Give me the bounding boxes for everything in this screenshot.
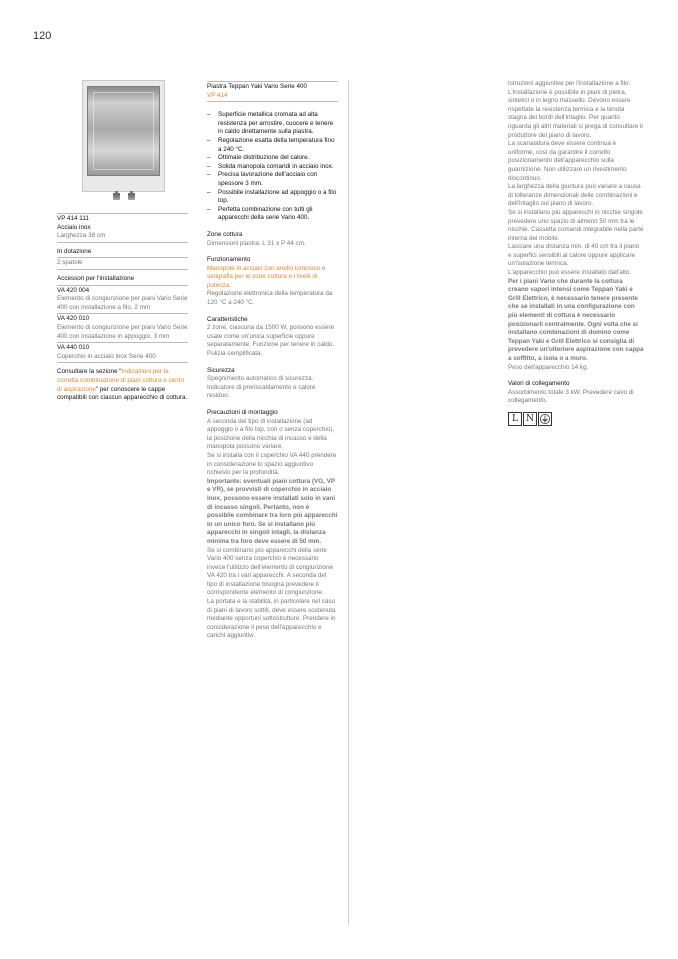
section-text: Dimensioni piastra: L 31 x P 44 cm. bbox=[207, 239, 306, 247]
description-column bbox=[207, 80, 338, 641]
consult-post: ” per conoscere le cappe compatibili con ciascun apparecchio di cottura. bbox=[57, 385, 188, 402]
product-column bbox=[57, 80, 188, 403]
accessory-code: VA 420 010 bbox=[57, 315, 90, 323]
accessory-desc: Coperchio in acciaio inox Serie 400 bbox=[57, 352, 156, 360]
product-code: VP 414 bbox=[207, 91, 228, 99]
list-item: – Possibile installazione ad appoggio o a filo top. bbox=[207, 189, 338, 206]
important-note: Per i piani Vario che durante la cottura creano vapori intensi come Teppan Yaki e Grill Elettrico, è necessario tenere presente che se installati in una configurazione con più elementi di cottura è necessario posizionarli centralmente. Ogni volta che si installano combinazioni di domino come Teppan Yaki e Grill Elettrico si consiglia di prevedere un'ulteriore aspirazione con cappa a soffitto, a isola o a muro. bbox=[508, 277, 644, 362]
width: Larghezza 38 cm bbox=[57, 232, 106, 240]
consult-link[interactable]: Indicazioni per la corretta combinazione di piani cottura e centri di aspirazione bbox=[57, 368, 185, 393]
section-text: 2 zone, ciascuna da 1500 W, possono essere usate come un'unica superficie oppure separatamente. Funzione per tenere in caldo. Pulizia semplificata. bbox=[207, 324, 335, 358]
accessory-desc: Elemento di congiunzione per piani Vario Serie 400 con installazione in appoggio, 3 mm bbox=[57, 323, 188, 340]
section-text: L'apparecchio può essere installato dall'alto. bbox=[508, 269, 632, 277]
knob-icon bbox=[128, 193, 135, 200]
knob-icon bbox=[113, 193, 120, 200]
ground-icon bbox=[538, 412, 552, 426]
section-text: Istruzioni aggiuntive per l'installazione a filo: bbox=[508, 80, 631, 87]
section-text: La larghezza della giuntura può variare a causa di tolleranze dimensionali delle combinazioni e dell'intaglio sul piano di lavoro. bbox=[508, 183, 641, 208]
section-title: Precauzioni di montaggio bbox=[207, 409, 278, 416]
control-knobs bbox=[82, 193, 165, 200]
section-text: Se si combinano più apparecchi della serie Vario 400 senza coperchio è necessario invece l'utilizzo dell'elemento di congiunzione VA 420 tra i vari apparecchi. A seconda del tipo di installazione bisogna prevedere il corrispondente elemento di congiunzione. bbox=[207, 546, 333, 597]
list-item: – Precisa lavorazione dell'acciaio con spessore 3 mm. bbox=[207, 171, 338, 188]
section-text: Lasciare una distanza min. di 40 cm tra il piano e superfici sensibili al calore oppure applicare un'isolazione termica. bbox=[508, 243, 640, 268]
finish: Acciaio inox bbox=[57, 223, 91, 231]
accessory-code: VA 420 004 bbox=[57, 286, 90, 294]
highlight-text: Manopole in acciaio con anello luminoso e serigrafia per le zone cottura e i livelli di potenza. bbox=[207, 264, 326, 289]
consult-note bbox=[57, 368, 188, 402]
section-text: La scanalatura deve essere continua e uniforme, così da garantire il corretto posizionamento dell'apparecchio sulla guarnizione. Non utilizzare un rivestimento discontinuo. bbox=[508, 140, 627, 182]
section-title: Funzionamento bbox=[207, 256, 251, 264]
symbol-l: L bbox=[508, 412, 522, 426]
section-text: Se si installano più apparecchi in nicchie singole prevedere uno spazio di almeno 50 mm tra le nicchie. Cassetta comandi integrabile nella parte interna del mobile. bbox=[508, 208, 644, 242]
connection-symbols bbox=[508, 412, 644, 426]
section-text: La portata e la stabilità, in particolare nel caso di piani di lavoro sottili, deve essere sostenuta mediante opportuni sottostrutture. Prendere in considerazione il peso dell'apparecchio e carichi aggiuntivi. bbox=[207, 598, 336, 640]
feature-list bbox=[207, 111, 338, 223]
model-code: VP 414 111 bbox=[57, 215, 89, 222]
product-title: Piastra Teppan Yaki Vario Serie 400 bbox=[207, 83, 307, 90]
included-title: In dotazione bbox=[57, 247, 92, 255]
weight: Peso dell'apparecchio 14 kg. bbox=[508, 363, 589, 371]
accessories-title: Accessori per l'installazione bbox=[57, 274, 135, 282]
section-title: Valori di collegamento bbox=[508, 380, 570, 388]
section-text: Spegnimento automatico di sicurezza. Indicatore di preriscaldamento e calore residuo. bbox=[207, 375, 316, 400]
section-text: Se si installa con il coperchio VA 440 prendere in considerazione lo spazio aggiuntivo richiesto per la profondità. bbox=[207, 451, 337, 477]
important-note: Importante: eventuali piani cottura (VG, VP e VR), se provvisti di coperchio in acciaio inox, possono essere installati solo in vani di incasso singoli. Pertanto, non è possibile combinare tra loro più apparecchi in un unico foro. Se si installano più apparecchi in singoli intagli, la distanza minima tra loro deve essere di 50 mm. bbox=[207, 477, 338, 545]
symbol-n: N bbox=[523, 412, 537, 426]
included-text: 2 spatole bbox=[57, 259, 83, 267]
page-number: 120 bbox=[33, 30, 52, 42]
list-item: – Solida manopola comandi in acciaio inox. bbox=[207, 163, 338, 172]
column-divider bbox=[348, 80, 349, 925]
list-item: – Regolazione esatta della temperatura fino a 240 °C. bbox=[207, 137, 338, 154]
section-text: L'installazione è possibile in piani di pietra, sintetici o in legno massello. Devono essere rispettate la resistenza termica e la tenuta stagna dei bordi dell'intaglio. Per quanto riguarda gli altri materiali si prega di consultare il produttore del piano di lavoro. bbox=[508, 88, 643, 139]
section-title: Zone cottura bbox=[207, 230, 243, 238]
section-text: A seconda del tipo di installazione (ad appoggio o a filo top, con o senza coperchio), la posizione della nicchia di incasso e della manopola possono variare. bbox=[207, 417, 335, 451]
list-item: – Superficie metallica cromata ad alta resistenza per arrostire, cuocere e tenere in caldo direttamente sulla piastra. bbox=[207, 111, 338, 137]
product-image bbox=[82, 80, 165, 192]
list-item: – Ottimale distribuzione del calore. bbox=[207, 154, 338, 163]
section-text: Regolazione elettronica della temperatura da 120 °C a 240 °C. bbox=[207, 290, 333, 307]
consult-pre: Consultare la sezione “ bbox=[57, 368, 122, 376]
section-title: Caratteristiche bbox=[207, 315, 248, 323]
section-text: Assorbimento totale 3 kW. Prevedere cavo di collegamento. bbox=[508, 388, 634, 405]
list-item: – Perfetta combinazione con tutti gli apparecchi della serie Vario 400. bbox=[207, 206, 338, 223]
accessory-code: VA 440 010 bbox=[57, 344, 90, 352]
installation-column bbox=[508, 80, 644, 426]
accessory-desc: Elemento di congiunzione per piani Vario Serie 400 con installazione a filo, 2 mm bbox=[57, 295, 188, 311]
section-title: Sicurezza bbox=[207, 366, 235, 374]
